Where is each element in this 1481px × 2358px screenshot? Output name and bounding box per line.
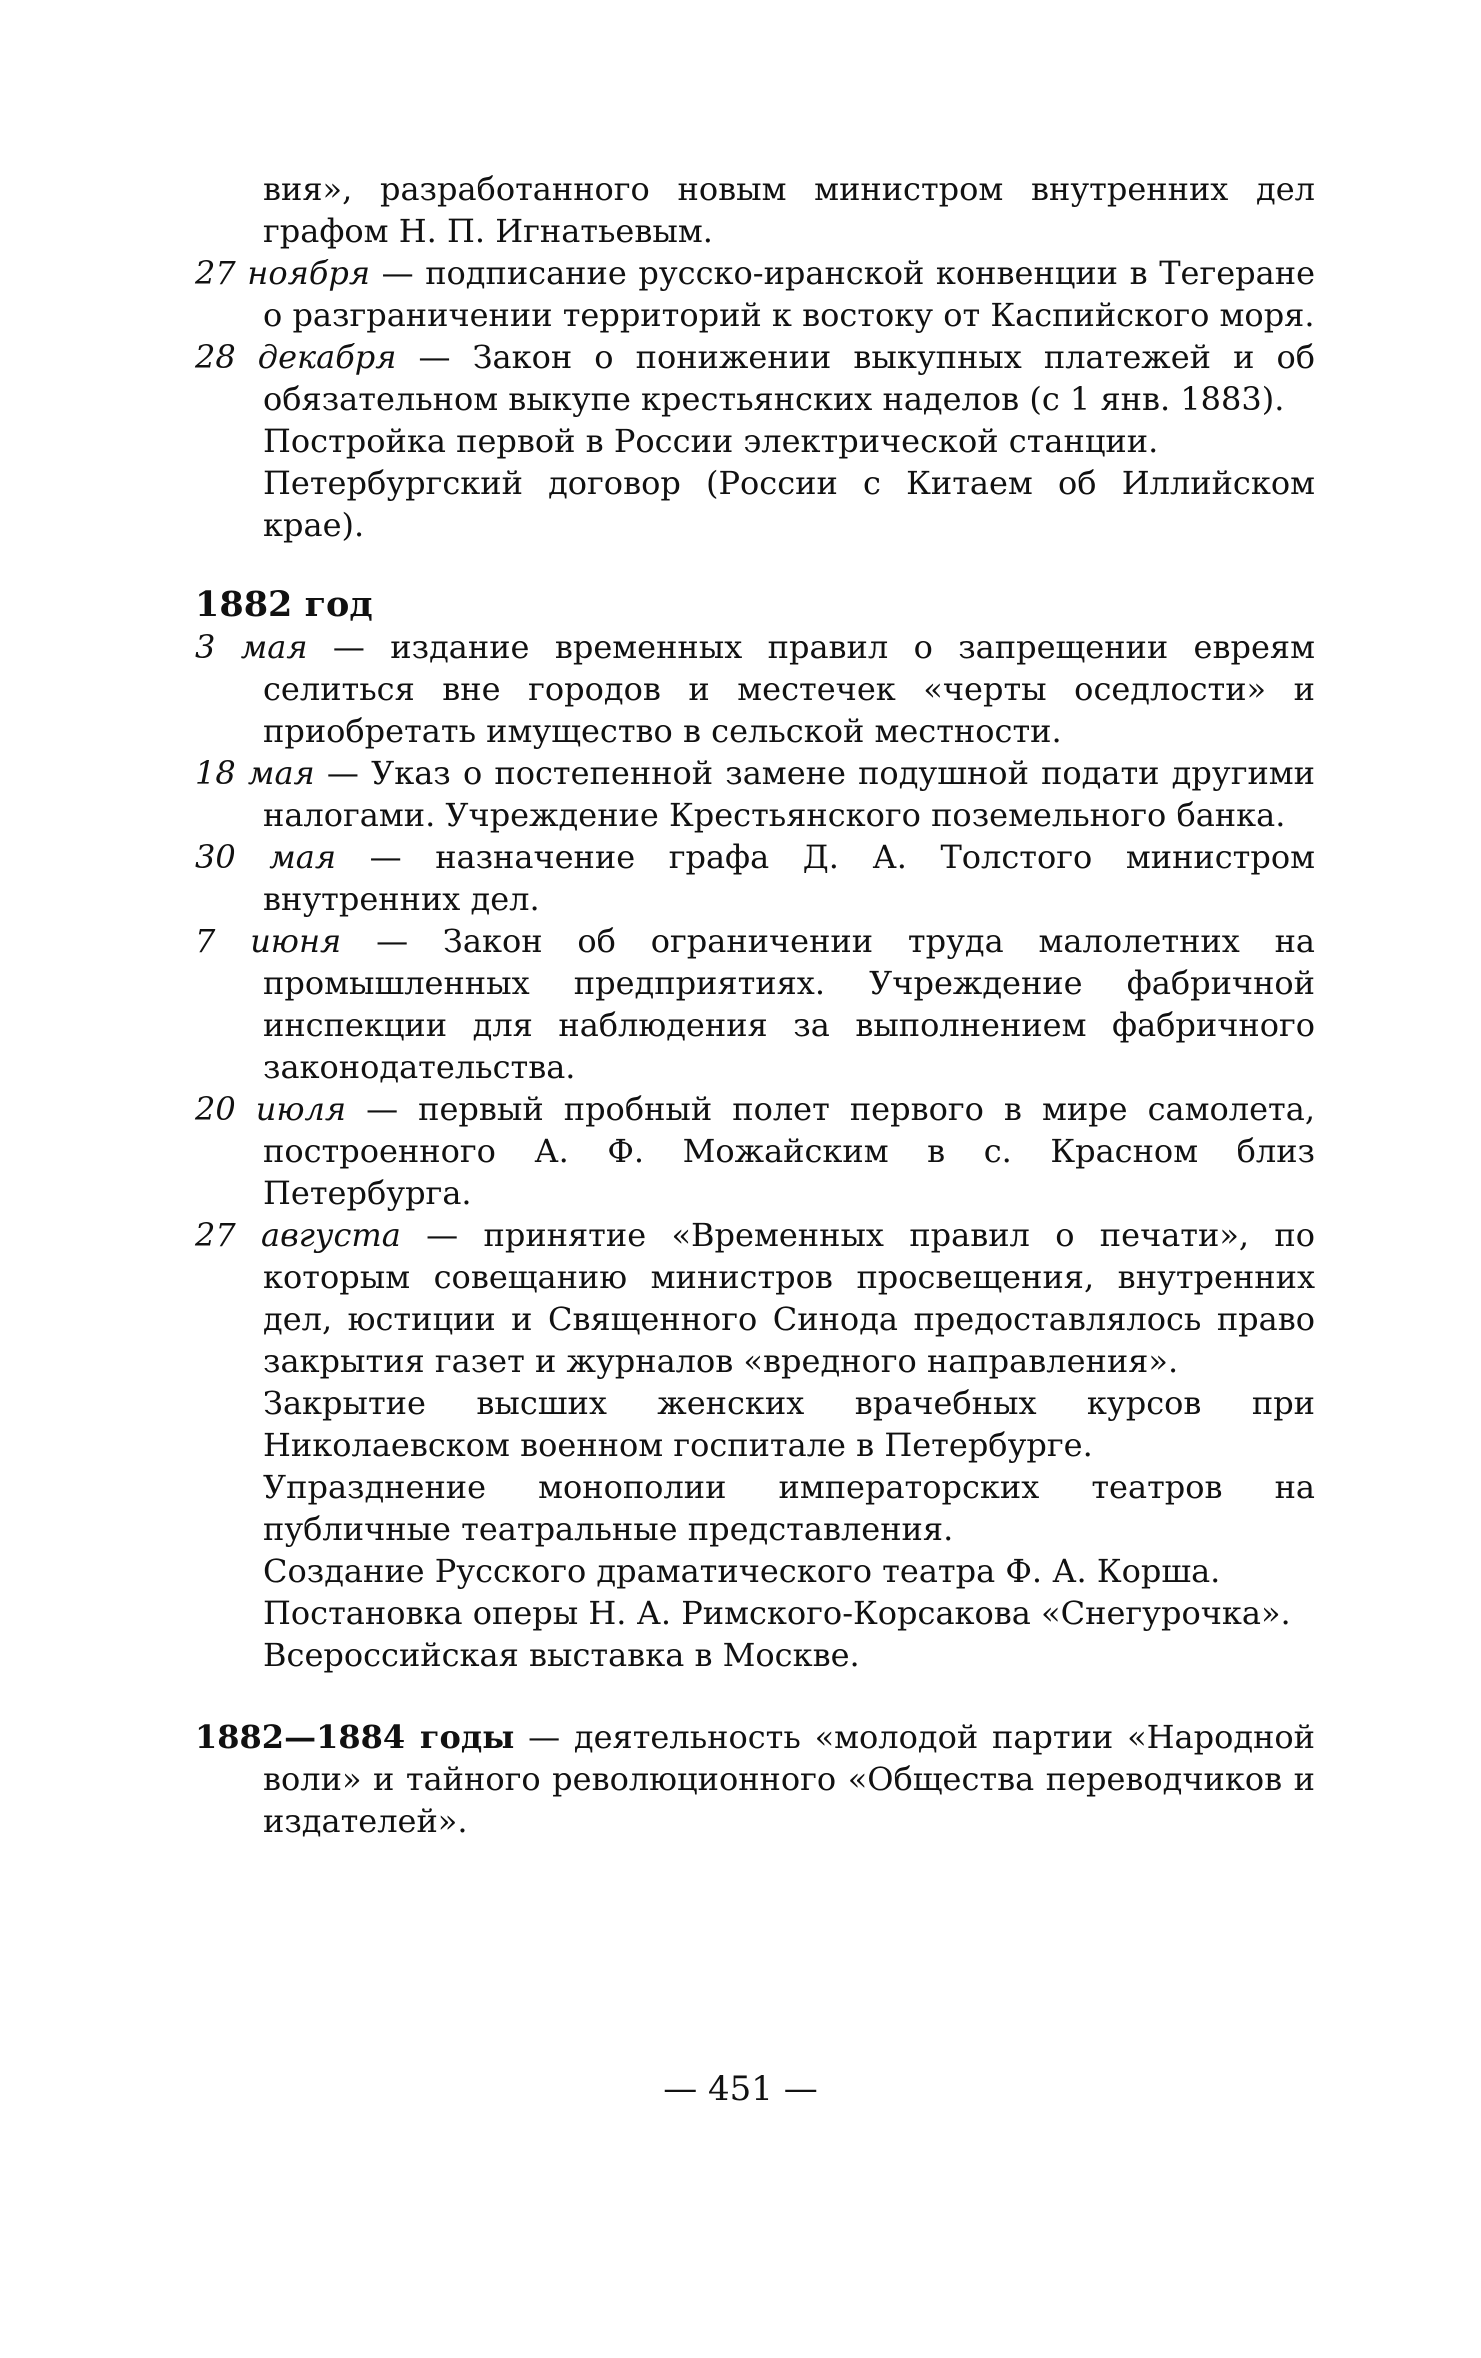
entry-date: 28 декабря — [195, 338, 397, 376]
entry-text: — Указ о постепенной замене подушной подати другими налогами. Учреждение Крестьянского поземельного банка. — [263, 754, 1316, 834]
year-range-text: — деятельность «молодой партии «Народной воли» и тайного революционного «Общества переводчиков и издателей». — [263, 1718, 1315, 1840]
entry-date: 27 августа — [195, 1216, 401, 1254]
entry-date: 7 июня — [195, 922, 342, 960]
page-body — [195, 168, 1315, 1842]
entry-date: 3 мая — [195, 628, 308, 666]
chronology-entry — [195, 752, 1315, 836]
paragraph: Постройка первой в России электрической станции. — [263, 422, 1159, 460]
page-number: — 451 — — [663, 2069, 818, 2109]
entry-text: — принятие «Временных правил о печати», по которым совещанию министров просвещения, внутренних дел, юстиции и Священного Синода предоставлялось право закрытия газет и журналов «вредного направления». — [263, 1216, 1316, 1380]
paragraph: Упразднение монополии императорских театров на публичные театральные представления. — [263, 1468, 1315, 1548]
chronology-entry — [195, 1214, 1315, 1382]
entry-text: — подписание русско-иранской конвенции в Тегеране о разграничении территорий к востоку от Каспийского моря. — [263, 254, 1316, 334]
year-heading: 1882 год — [195, 584, 373, 625]
paragraph: Всероссийская выставка в Москве. — [263, 1636, 860, 1674]
paragraph: Постановка оперы Н. А. Римского-Корсакова «Снегурочка». — [263, 1594, 1291, 1632]
year-range-entry — [195, 1716, 1315, 1842]
entry-date: 18 мая — [195, 754, 315, 792]
entry-date: 20 июля — [195, 1090, 347, 1128]
entry-date: 27 ноября — [195, 254, 371, 292]
chronology-entry — [195, 836, 1315, 920]
paragraph: Закрытие высших женских врачебных курсов при Николаевском военном госпитале в Петербурге. — [263, 1384, 1315, 1464]
continuation-text: вия», разработанного новым министром внутренних дел графом Н. П. Игнатьевым. — [263, 170, 1315, 250]
entry-text: — Закон о понижении выкупных платежей и об обязательном выкупе крестьянских наделов (с 1 янв. 1883). — [263, 338, 1316, 418]
year-range-label: 1882—1884 годы — [195, 1718, 515, 1756]
chronology-entry — [195, 252, 1315, 336]
entry-text: — издание временных правил о запрещении евреям селиться вне городов и местечек «черты оседлости» и приобретать имущество в сельской местности. — [263, 628, 1316, 750]
paragraph: Петербургский договор (России с Китаем об Иллийском крае). — [263, 464, 1315, 544]
paragraph: Создание Русского драматического театра Ф. А. Корша. — [263, 1552, 1221, 1590]
chronology-entry — [195, 626, 1315, 752]
chronology-entry — [195, 1088, 1315, 1214]
entry-text: — Закон об ограничении труда малолетних на промышленных предприятиях. Учреждение фабричной инспекции для наблюдения за выполнением фабричного законодательства. — [263, 922, 1316, 1086]
entry-text: — назначение графа Д. А. Толстого министром внутренних дел. — [263, 838, 1316, 918]
chronology-entry — [195, 336, 1315, 420]
entry-date: 30 мая — [195, 838, 337, 876]
chronology-entry — [195, 920, 1315, 1088]
entry-text: — первый пробный полет первого в мире самолета, построенного А. Ф. Можайским в с. Красном близ Петербурга. — [263, 1090, 1316, 1212]
